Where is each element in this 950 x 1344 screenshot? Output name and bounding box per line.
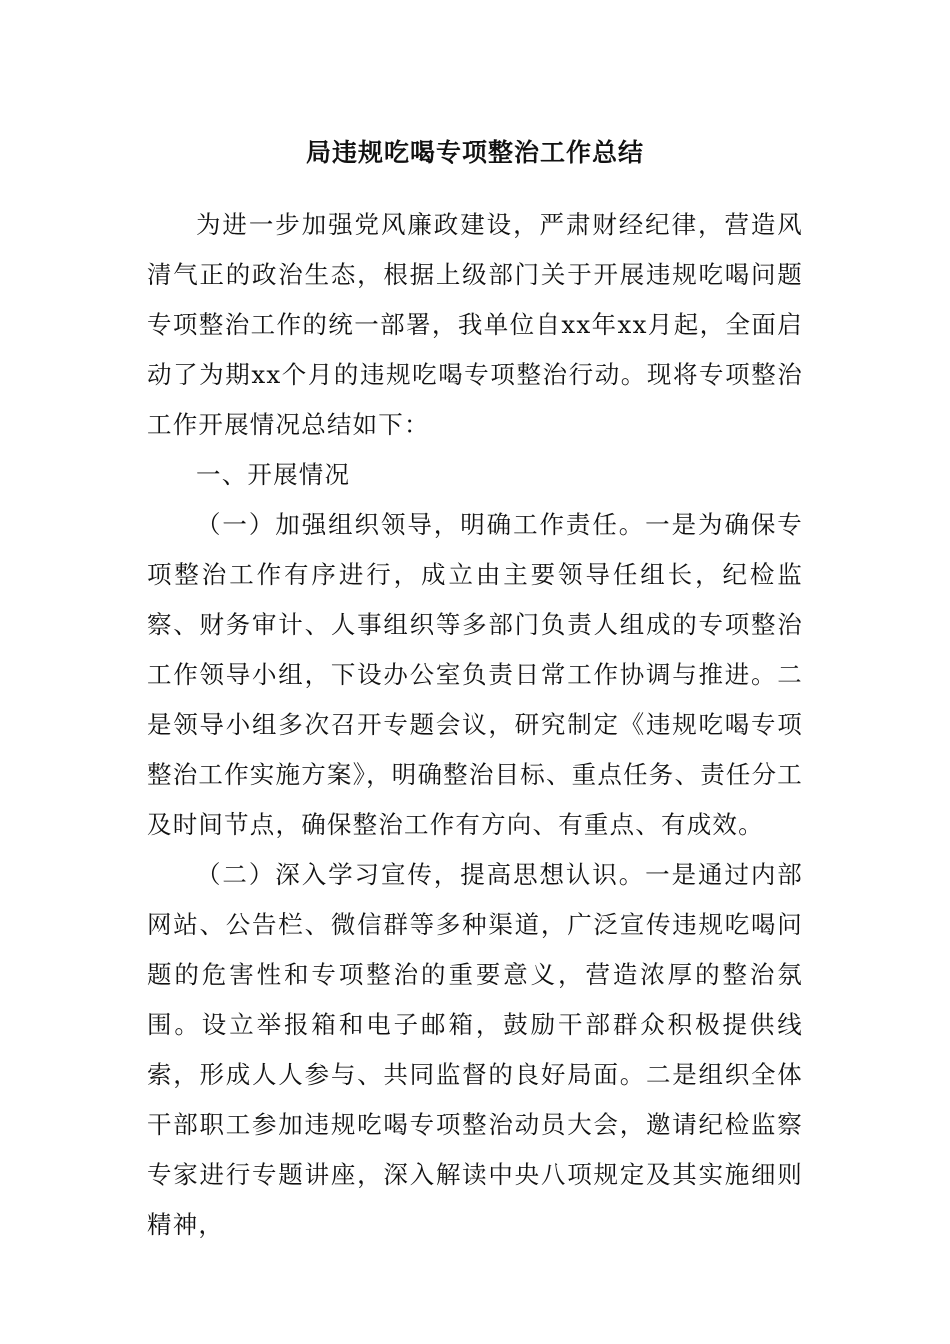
subsection-paragraph-1: （一）加强组织领导，明确工作责任。一是为确保专项整治工作有序进行，成立由主要领导任组长，纪检监察、财务审计、人事组织等多部门负责人组成的专项整治工作领导小组，下设办公室负责日常工作协调与推进。二是领导小组多次召开专题会议，研究制定《违规吃喝专项整治工作实施方案》，明确整治目标、重点任务、责任分工及时间节点，确保整治工作有方向、有重点、有成效。 — [147, 510, 803, 839]
document-body — [147, 200, 803, 1250]
intro-paragraph: 为进一步加强党风廉政建设，严肃财经纪律，营造风清气正的政治生态，根据上级部门关于开展违规吃喝问题专项整治工作的统一部署，我单位自xx年xx月起，全面启动了为期xx个月的违规吃喝专项整治行动。现将专项整治工作开展情况总结如下： — [147, 210, 803, 439]
section-heading: 一、开展情况 — [196, 460, 351, 489]
subsection-paragraph-2: （二）深入学习宣传，提高思想认识。一是通过内部网站、公告栏、微信群等多种渠道，广泛宣传违规吃喝问题的危害性和专项整治的重要意义，营造浓厚的整治氛围。设立举报箱和电子邮箱，鼓励干部群众积极提供线索，形成人人参与、共同监督的良好局面。二是组织全体干部职工参加违规吃喝专项整治动员大会，邀请纪检监察专家进行专题讲座，深入解读中央八项规定及其实施细则精神， — [147, 860, 803, 1239]
document-title: 局违规吃喝专项整治工作总结 — [305, 138, 644, 167]
